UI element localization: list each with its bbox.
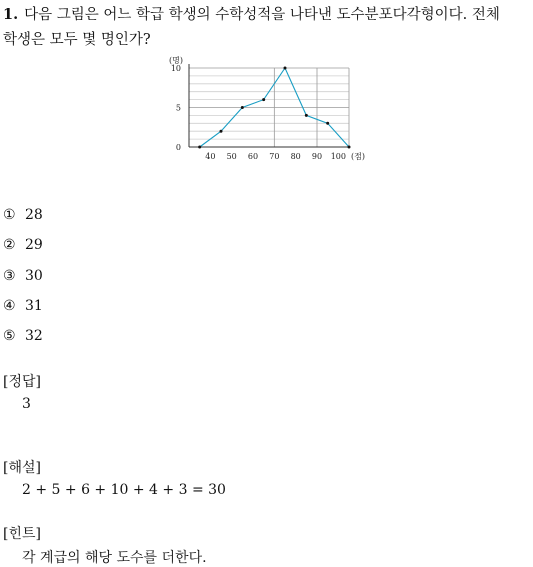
hint-label: [힌트] bbox=[3, 526, 41, 542]
x-tick-label: 90 bbox=[311, 152, 323, 161]
data-point bbox=[262, 98, 265, 101]
data-point bbox=[241, 106, 244, 109]
data-point bbox=[326, 122, 329, 125]
data-point bbox=[348, 146, 351, 149]
question-text-line1: 다음 그림은 어느 학급 학생의 수학성적을 나타낸 도수분포다각형이다. 전체 bbox=[24, 7, 500, 23]
y-tick-label: 0 bbox=[175, 143, 181, 152]
data-point bbox=[220, 130, 223, 133]
data-point bbox=[305, 114, 308, 117]
option-marker: ⑤ bbox=[3, 328, 16, 344]
data-point bbox=[284, 67, 287, 70]
option-5[interactable] bbox=[3, 328, 43, 344]
hint-text: 각 계급의 해당 도수를 더한다. bbox=[22, 550, 207, 566]
option-marker: ① bbox=[3, 207, 16, 223]
x-tick-label: 40 bbox=[205, 152, 216, 161]
option-value: 29 bbox=[25, 237, 43, 253]
data-point bbox=[198, 146, 201, 149]
explanation-label: [해설] bbox=[3, 460, 41, 476]
option-marker: ③ bbox=[3, 268, 16, 284]
x-axis-label: (점) bbox=[351, 152, 365, 161]
explanation-text: 2 + 5 + 6 + 10 + 4 + 3 = 30 bbox=[22, 482, 226, 498]
x-tick-label: 70 bbox=[269, 152, 280, 161]
answer-label: [정답] bbox=[3, 374, 41, 390]
x-tick-label: 80 bbox=[290, 152, 301, 161]
question bbox=[3, 2, 531, 53]
option-1[interactable] bbox=[3, 207, 43, 223]
option-value: 32 bbox=[25, 328, 43, 344]
option-3[interactable] bbox=[3, 268, 43, 284]
option-value: 30 bbox=[25, 268, 43, 284]
y-tick-label: 10 bbox=[170, 64, 181, 73]
frequency-polygon-chart bbox=[165, 55, 370, 167]
x-tick-label: 60 bbox=[247, 152, 259, 161]
question-number: 1. bbox=[3, 6, 19, 23]
option-value: 31 bbox=[25, 298, 43, 314]
option-marker: ④ bbox=[3, 298, 16, 314]
x-tick-label: 50 bbox=[226, 152, 237, 161]
question-text-line2: 학생은 모두 몇 명인가? bbox=[3, 32, 151, 48]
option-marker: ② bbox=[3, 237, 16, 253]
y-tick-label: 5 bbox=[175, 103, 181, 113]
option-value: 28 bbox=[25, 207, 43, 223]
answer-value: 3 bbox=[22, 396, 31, 412]
y-axis-label: (명) bbox=[169, 56, 183, 65]
x-tick-label: 100 bbox=[330, 152, 346, 161]
option-4[interactable] bbox=[3, 298, 43, 314]
option-2[interactable] bbox=[3, 237, 43, 253]
